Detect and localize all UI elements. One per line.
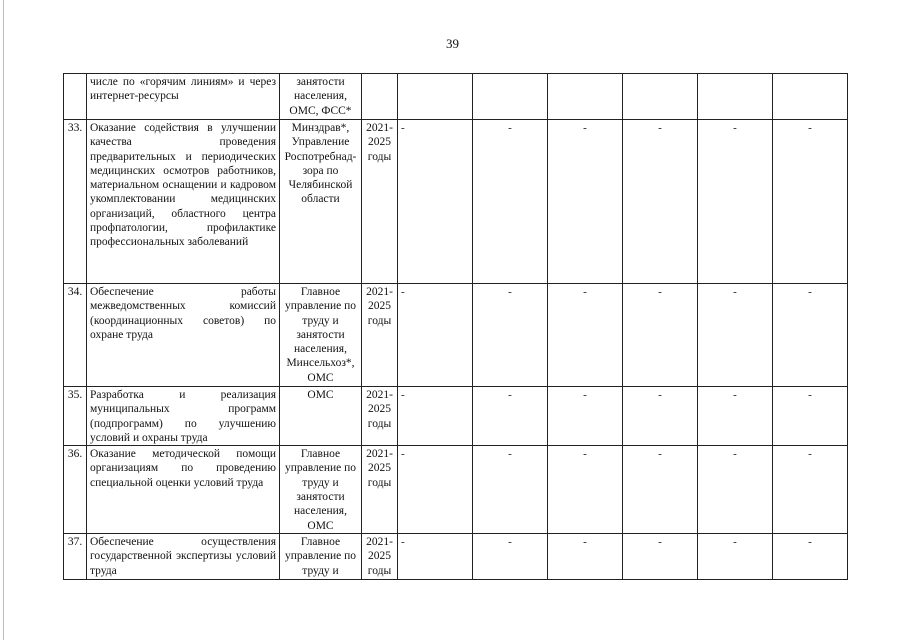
table-row [64,446,848,534]
row-value [623,74,698,120]
row-value: - [548,446,623,534]
table-row [64,387,848,446]
row-value: - [623,284,698,387]
row-period: 2021-2025 годы [362,533,398,579]
row-description: Оказание методической помощи организациям по проведению специальной оценки условий труда [87,446,280,534]
row-period [362,74,398,120]
row-description: числе по «горячим линиям» и через интернет-ресурсы [87,74,280,120]
row-value: - [623,446,698,534]
row-value: - [398,120,473,284]
row-value [698,74,773,120]
row-value: - [473,120,548,284]
table-row [64,533,848,579]
row-value [773,74,848,120]
row-value: - [773,387,848,446]
row-value: - [698,387,773,446]
scan-edge-line [3,0,4,640]
row-value: - [398,284,473,387]
row-value: - [698,533,773,579]
row-value: - [623,387,698,446]
row-value: - [773,284,848,387]
page-number: 39 [446,36,459,51]
row-value: - [398,533,473,579]
table-body [64,74,848,580]
table-row [64,284,848,387]
row-value: - [473,533,548,579]
row-period: 2021-2025 годы [362,387,398,446]
row-value: - [473,387,548,446]
row-executor: Минздрав*, Управление Роспотребнад-зора по Челябинской области [280,120,362,284]
row-value: - [548,387,623,446]
row-value [548,74,623,120]
row-value: - [473,284,548,387]
activities-table [63,73,848,580]
row-executor: ОМС [280,387,362,446]
row-number: 36. [64,446,87,534]
row-value: - [548,120,623,284]
row-value: - [698,446,773,534]
row-value: - [698,120,773,284]
row-value: - [548,284,623,387]
row-value: - [773,533,848,579]
row-description: Обеспечение работы межведомственных комиссий (координационных советов) по охране труда [87,284,280,387]
row-value [398,74,473,120]
row-value: - [623,120,698,284]
row-number: 37. [64,533,87,579]
row-value: - [398,446,473,534]
row-executor: Главное управление по труду и [280,533,362,579]
row-value: - [623,533,698,579]
row-description: Оказание содействия в улучшении качества проведения предварительных и периодических медицинских осмотров работников, материальном оснащении и кадровом укомплектовании медицинских организаций, областного центра профпатологии, профилактике профессиональных заболеваний [87,120,280,284]
row-number: 33. [64,120,87,284]
row-number: 35. [64,387,87,446]
row-value: - [773,446,848,534]
row-executor: Главное управление по труду и занятости населения, ОМС [280,446,362,534]
row-description: Разработка и реализация муниципальных программ (подпрограмм) по улучшению условий и охраны труда [87,387,280,446]
table-row [64,120,848,284]
row-value: - [698,284,773,387]
row-value: - [473,446,548,534]
row-period: 2021-2025 годы [362,446,398,534]
row-value: - [398,387,473,446]
row-value [473,74,548,120]
row-value: - [773,120,848,284]
row-description: Обеспечение осуществления государственной экспертизы условий труда [87,533,280,579]
row-number: 34. [64,284,87,387]
row-executor: занятости населения, ОМС, ФСС* [280,74,362,120]
row-executor: Главное управление по труду и занятости населения, Минсельхоз*, ОМС [280,284,362,387]
row-period: 2021-2025 годы [362,284,398,387]
table-row [64,74,848,120]
row-number [64,74,87,120]
row-period: 2021-2025 годы [362,120,398,284]
row-value: - [548,533,623,579]
